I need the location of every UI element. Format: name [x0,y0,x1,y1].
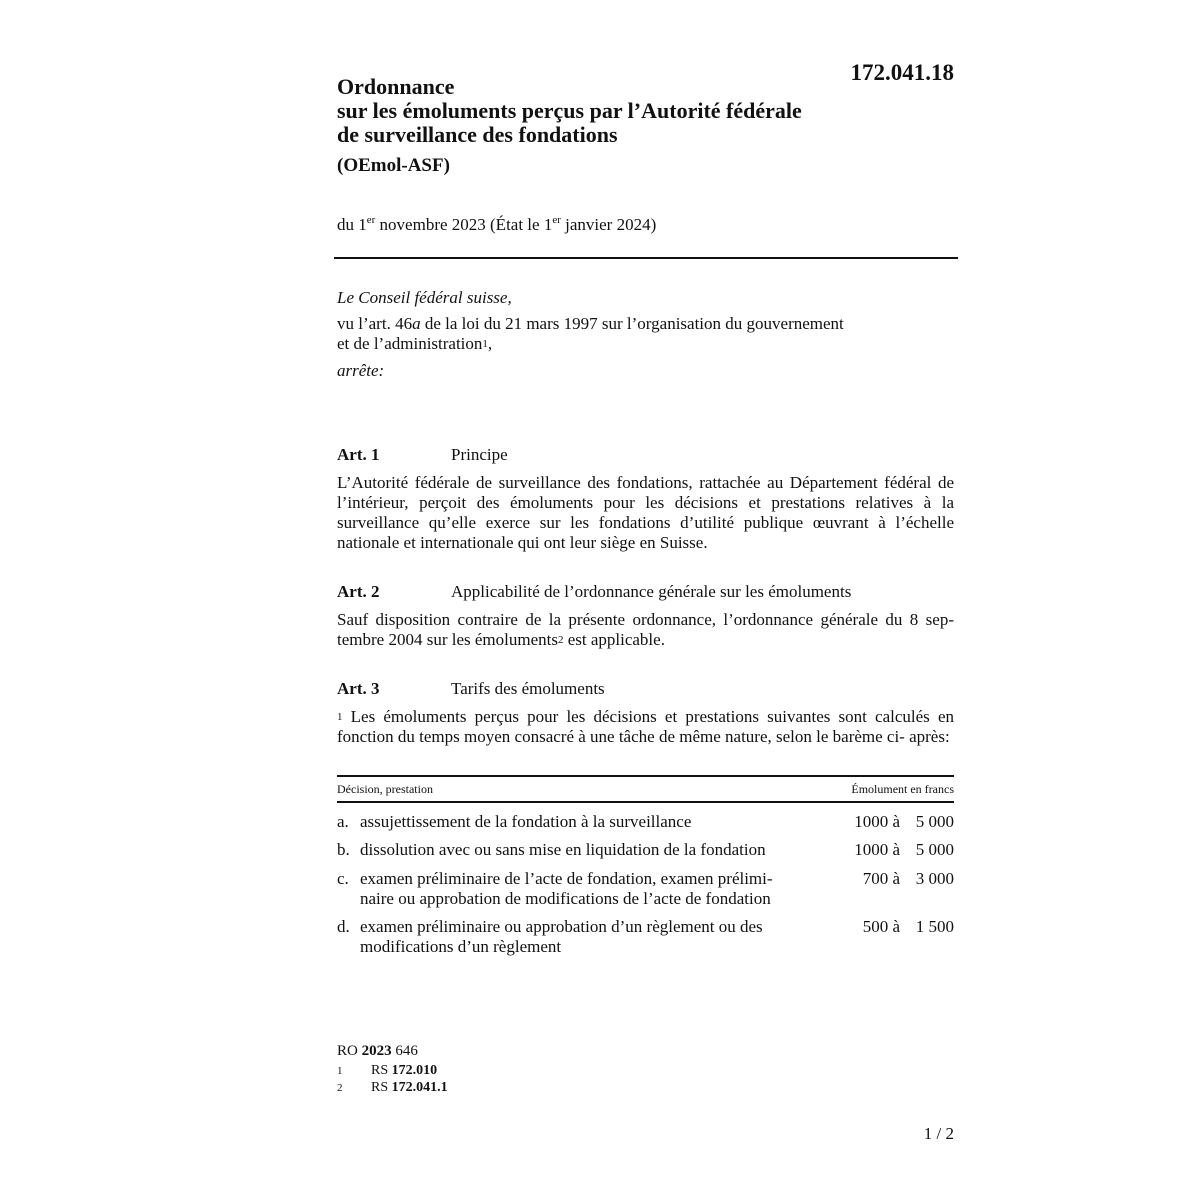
page-number: 1 / 2 [923,1124,954,1143]
table-row [337,840,954,862]
article-2-text: Sauf disposition contraire de la présente ordonnance, l’ordonnance générale du 8 sep- tembre 2004 sur les émoluments$^2$ est applicable. [337,610,954,649]
table-top-rule [337,775,954,777]
document-title [337,75,802,147]
article-1-text: L’Autorité fédérale de surveillance des fondations, rattachée au Département fédéral de l’intérieur, perçoit des émoluments pour les décisions et prestations relatives à la surveillance qu’elle exerce sur les fondations d’utilité publique œuvrant à l’échelle nationale et internationale qui ont leur siège en Suisse. [337,473,954,552]
row-fee-from: 700 à [862,869,900,888]
row-fee-from: 500 à [862,917,900,936]
row-letter: a. [337,812,349,831]
table-row [337,812,954,834]
title-line: de surveillance des fondations [337,122,618,147]
title-line: sur les émoluments perçus par l’Autorité fédérale [337,98,802,123]
abbreviation: (OEmol-ASF) [337,155,450,176]
article-3-heading: Art. 3 Tarifs des émoluments [337,679,605,698]
title-line: Ordonnance [337,74,455,99]
article-2-heading: Art. 2 Applicabilité de l’ordonnance générale sur les émoluments [337,582,852,601]
ro-reference: RO 2023 646 [337,1043,418,1059]
row-fee-from: 1000 à [854,840,900,859]
header-divider [334,257,958,259]
table-header-rule [337,801,954,803]
footnote-ref[interactable]: 2 [557,634,564,646]
row-fee-to: 5 000 [915,812,954,831]
preamble-basis: vu l’art. 46a de la loi du 21 mars 1997 sur l’organisation du gouvernement et de l’administration$^1$, [337,314,844,353]
row-fee-from: 1000 à [854,812,900,831]
row-description: assujettissement de la fondation à la surveillance [360,812,692,831]
row-fee-to: 3 000 [915,869,954,888]
article-3-text: $^1$ Les émoluments perçus pour les décisions et prestations suivantes sont calculés en fonction du temps moyen consacré à une tâche de même nature, selon le barème ci- après: [337,707,954,746]
footnote-link[interactable]: 172.041.1 [391,1080,448,1095]
footnote-2: 2 RS 172.041.1 [337,1080,448,1095]
table-header-decision: Décision, prestation [337,782,433,796]
paragraph-number: 1 [337,711,343,723]
row-description: examen préliminaire ou approbation d’un règlement ou des modifications d’un règlement [360,917,763,956]
preamble-decree: arrête: [337,361,385,380]
row-letter: c. [337,869,349,888]
footnote-1: 1 RS 172.010 [337,1063,438,1078]
row-fee-to: 1 500 [915,917,954,936]
document-date: du 1er novembre 2023 (État le 1er janvier 2024) [337,214,657,234]
row-fee-to: 5 000 [915,840,954,859]
article-1-heading: Art. 1 Principe [337,445,508,464]
table-header-fee: Émolument en francs [851,782,954,796]
preamble-authority: Le Conseil fédéral suisse, [337,288,512,307]
table-row [337,869,954,911]
row-letter: d. [337,917,350,936]
sr-number: 172.041.18 [850,60,954,85]
footnote-ref[interactable]: 1 [482,338,488,350]
table-row [337,917,954,959]
row-description: examen préliminaire de l’acte de fondation, examen prélimi- naire ou approbation de modifications de l’acte de fondation [360,869,773,908]
row-letter: b. [337,840,350,859]
row-description: dissolution avec ou sans mise en liquidation de la fondation [360,840,766,859]
footnote-link[interactable]: 172.010 [391,1063,438,1078]
